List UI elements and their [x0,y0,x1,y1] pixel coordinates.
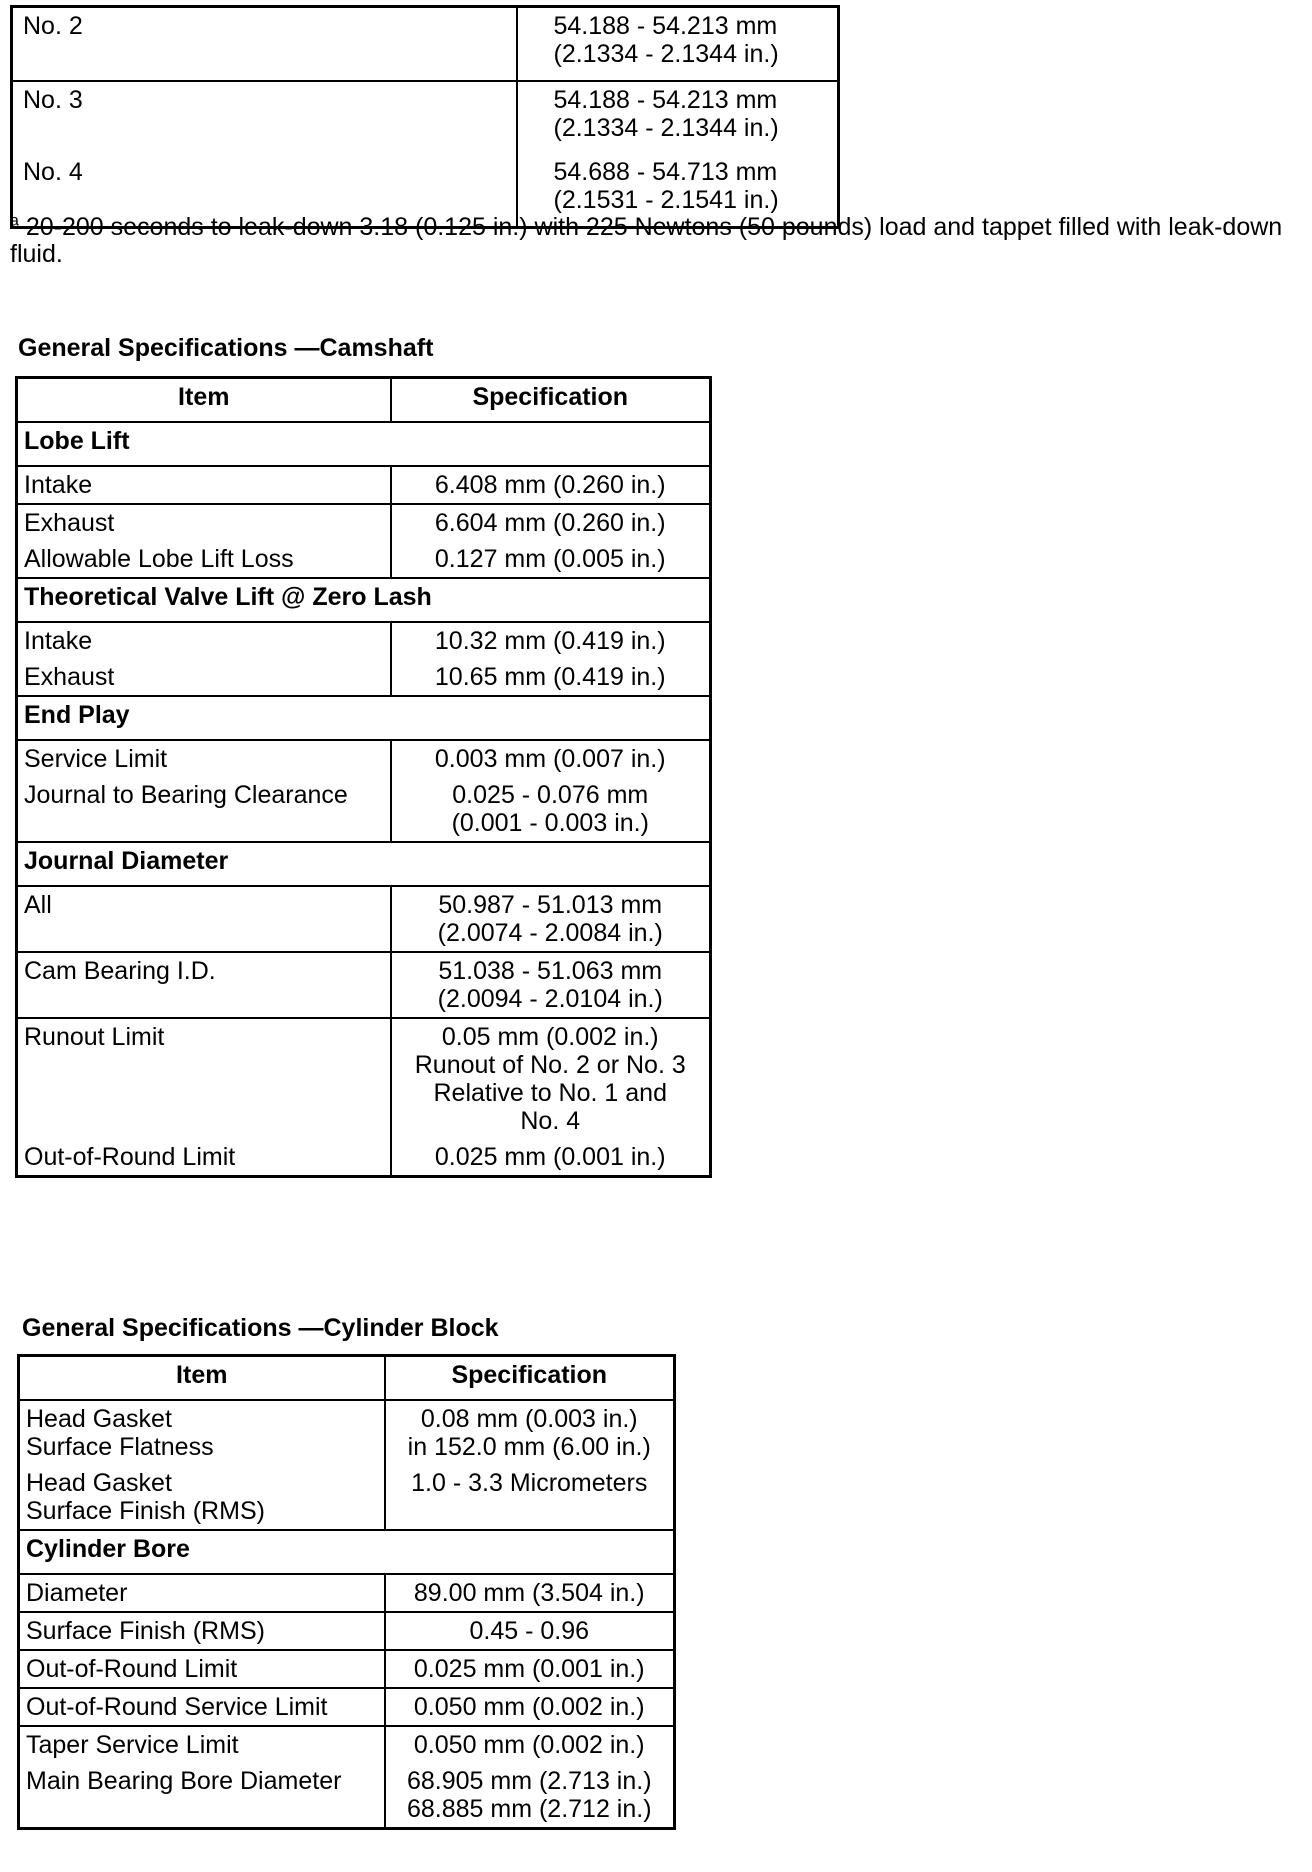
spec-line: 68.905 mm (2.713 in.) [406,1767,652,1795]
spec-cell: 10.65 mm (0.419 in.) [391,659,711,696]
spec-cell: 0.025 mm (0.001 in.) [385,1650,675,1688]
spec-cell [391,777,711,842]
section-title-cylinder-block: General Specifications —Cylinder Block [22,1314,499,1342]
group-label-end-play: End Play [17,696,711,740]
item-cell: Journal to Bearing Clearance [17,777,391,842]
spec-line: 51.038 - 51.063 mm [438,957,663,985]
item-cell: All [17,886,391,952]
camshaft-spec-table [15,376,712,1178]
item-cell: No. 2 [12,7,517,82]
table-row [19,1465,675,1530]
item-cell: Out-of-Round Limit [17,1139,391,1177]
column-header-spec: Specification [385,1356,675,1401]
spec-cell [391,886,711,952]
item-cell: Diameter [19,1574,385,1612]
column-header-item: Item [17,378,391,423]
table-row [19,1726,675,1763]
item-cell: Surface Finish (RMS) [19,1612,385,1650]
footnote-text: 20-200 seconds to leak-down 3.18 (0.125 in.) with 225 Newtons (50 pounds) load and tappet filled with leak-down fluid. [10,213,1283,268]
table-row [17,777,711,842]
spec-line: 0.025 - 0.076 mm [452,781,649,809]
table-row [17,541,711,578]
column-header-item: Item [19,1356,385,1401]
table-row [17,1139,711,1177]
spec-cell: 0.025 mm (0.001 in.) [391,1139,711,1177]
table-row [12,7,839,82]
spec-line: (2.0074 - 2.0084 in.) [437,919,663,947]
item-line: Surface Finish (RMS) [26,1497,265,1525]
spec-cell [391,952,711,1018]
table-row [12,81,839,154]
item-cell [19,1400,385,1465]
valvetrain-spec-table-continued [10,5,840,229]
table-row [19,1400,675,1465]
header-row [17,378,711,423]
item-line: Surface Flatness [26,1433,214,1461]
item-cell: Runout Limit [17,1018,391,1139]
item-cell: Taper Service Limit [19,1726,385,1763]
spec-line: 54.688 - 54.713 mm [553,158,778,186]
group-label-valve-lift: Theoretical Valve Lift @ Zero Lash [17,578,711,622]
item-cell: No. 3 [12,81,517,154]
spec-cell [385,1763,675,1829]
table-row [17,1018,711,1139]
group-label-cylinder-bore: Cylinder Bore [19,1530,675,1574]
group-row [17,696,711,740]
spec-line: 0.05 mm (0.002 in.) [441,1023,659,1051]
spec-cell: 6.408 mm (0.260 in.) [391,466,711,504]
footnote-marker: a [10,212,19,230]
section-title-camshaft: General Specifications —Camshaft [18,334,434,362]
table-row [19,1763,675,1829]
group-row [17,842,711,886]
item-line: Head Gasket [26,1469,172,1497]
spec-cell: 10.32 mm (0.419 in.) [391,622,711,659]
table-row [17,740,711,777]
group-label-journal-diameter: Journal Diameter [17,842,711,886]
spec-cell [391,1018,711,1139]
spec-line: 54.188 - 54.213 mm [553,12,778,40]
table-row [19,1650,675,1688]
spec-line: 54.188 - 54.213 mm [553,86,778,114]
spec-cell: 0.127 mm (0.005 in.) [391,541,711,578]
spec-line: Runout of No. 2 or No. 3 [414,1051,686,1079]
table-row [19,1574,675,1612]
item-cell: Cam Bearing I.D. [17,952,391,1018]
item-cell: Out-of-Round Limit [19,1650,385,1688]
item-cell: Intake [17,466,391,504]
spec-line: (2.0094 - 2.0104 in.) [437,985,663,1013]
group-row [17,578,711,622]
item-cell: Main Bearing Bore Diameter [19,1763,385,1829]
table-row [17,886,711,952]
item-cell: Service Limit [17,740,391,777]
item-cell [19,1465,385,1530]
spec-cell: 6.604 mm (0.260 in.) [391,504,711,541]
footnote [10,214,1300,268]
spec-line: in 152.0 mm (6.00 in.) [407,1433,651,1461]
table-row [17,466,711,504]
spec-cell: 0.050 mm (0.002 in.) [385,1688,675,1726]
spec-line: (0.001 - 0.003 in.) [451,809,649,837]
spec-line: No. 4 [520,1107,581,1135]
item-cell: No. 4 [12,154,517,228]
table-row [17,659,711,696]
spec-cell: 0.050 mm (0.002 in.) [385,1726,675,1763]
spec-line: Relative to No. 1 and [433,1079,667,1107]
spec-cell: 0.45 - 0.96 [385,1612,675,1650]
table-row [19,1688,675,1726]
group-row [19,1530,675,1574]
spec-cell: 89.00 mm (3.504 in.) [385,1574,675,1612]
spec-line: (2.1334 - 2.1344 in.) [553,40,779,68]
item-line: Head Gasket [26,1405,172,1433]
spec-cell [517,81,839,154]
spec-cell [385,1400,675,1465]
table-row [19,1612,675,1650]
spec-line: 68.885 mm (2.712 in.) [406,1795,652,1823]
item-cell: Exhaust [17,659,391,696]
spec-cell [517,7,839,82]
spec-line: 50.987 - 51.013 mm [438,891,663,919]
spec-cell: 0.003 mm (0.007 in.) [391,740,711,777]
spec-cell: 1.0 - 3.3 Micrometers [385,1465,675,1530]
group-label-lobe-lift: Lobe Lift [17,422,711,466]
item-cell: Intake [17,622,391,659]
item-cell: Allowable Lobe Lift Loss [17,541,391,578]
spec-line: (2.1334 - 2.1344 in.) [553,114,779,142]
table-row [17,952,711,1018]
item-cell: Out-of-Round Service Limit [19,1688,385,1726]
spec-line: (2.1531 - 2.1541 in.) [553,186,779,214]
column-header-spec: Specification [391,378,711,423]
header-row [19,1356,675,1401]
table-row [17,622,711,659]
table-row [17,504,711,541]
cylinder-block-spec-table [17,1354,676,1830]
group-row [17,422,711,466]
item-cell: Exhaust [17,504,391,541]
spec-line: 0.08 mm (0.003 in.) [420,1405,638,1433]
